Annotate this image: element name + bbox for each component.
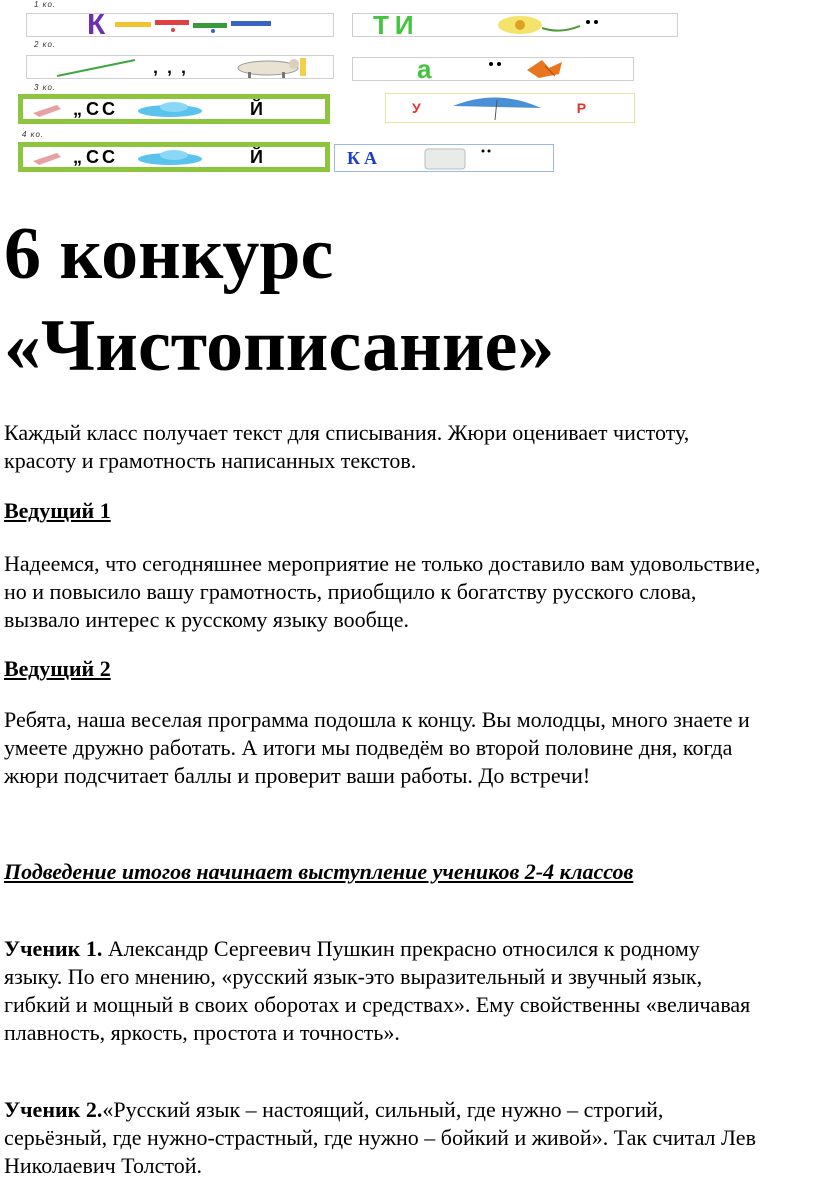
rebus-letter: К — [87, 13, 106, 37]
text-line: жюри подсчитает баллы и проверит ваши работы. До встречи! — [4, 763, 591, 788]
rebus-row-label: 2 ко. — [34, 40, 57, 49]
cloud-icon — [130, 147, 210, 167]
text-line: вызвало интерес к русскому языку вообще. — [4, 607, 410, 632]
rebus-row-label: 1 ко. — [34, 0, 57, 9]
rebus-letter: Й — [250, 146, 263, 167]
student-1-name: Ученик 1. — [4, 936, 103, 961]
text-line: серьёзный, где нужно-страстный, где нужно – бойкий и живой». Так считал Лев — [4, 1125, 756, 1150]
cup-icon — [405, 145, 495, 171]
text-line: Каждый класс получает текст для списывания. Жюри оценивает чистоту, — [4, 420, 690, 445]
rebus-letter: Й — [250, 98, 263, 119]
cloud-icon — [130, 99, 210, 119]
rebus-card-2-right — [352, 57, 634, 81]
rebus-card-3-left — [18, 94, 330, 124]
text-line: Николаевич Толстой. — [4, 1153, 203, 1178]
rebus-quotes: ‚ ‚ ‚ — [153, 56, 189, 77]
text-line: «Русский язык – настоящий, сильный, где нужно – строгий, — [102, 1097, 664, 1122]
text-line: Александр Сергеевич Пушкин прекрасно относился к родному — [102, 936, 700, 961]
rebus-row-label: 3 ко. — [34, 83, 57, 92]
rebus-letters: КА — [347, 147, 382, 168]
intro-paragraph — [4, 419, 689, 475]
rebus-row-label: 4 ко. — [22, 130, 45, 139]
text-line: языку. По его мнению, «русский язык-это выразительный и звучный язык, — [4, 964, 703, 989]
autumn-leaf-icon — [487, 58, 597, 80]
host-2-speech — [4, 706, 750, 790]
rebus-letters: СС — [86, 98, 118, 119]
title-line-2: «Чистописание» — [4, 305, 555, 387]
student-2-name: Ученик 2. — [4, 1097, 103, 1122]
pencil-icon — [29, 147, 69, 167]
rebus-letter: У — [412, 100, 421, 116]
text-line: Ребята, наша веселая программа подошла к концу. Вы молодцы, много знаете и — [4, 707, 750, 732]
student-2-speech — [4, 1096, 756, 1180]
rebus-card-1-left — [26, 13, 334, 37]
colored-pencils-icon — [113, 14, 283, 36]
rebus-card-4-left — [18, 142, 330, 172]
rebus-quotes: „ — [73, 146, 84, 167]
rebus-letters: СС — [86, 146, 118, 167]
goat-icon — [208, 56, 318, 78]
line-arrow-icon — [27, 56, 137, 78]
host-1-speech — [4, 550, 760, 634]
rebus-card-2-left — [26, 55, 334, 79]
host-1-title: Ведущий 1 — [4, 498, 111, 523]
title-line-1: 6 конкурс — [4, 213, 334, 295]
rebus-card-4-right — [334, 144, 554, 172]
rebus-letter: Р — [576, 100, 587, 116]
text-line: гибкий и мощный в своих оборотах и средствах». Ему свойственны «величавая — [4, 992, 751, 1017]
chamomile-flower-icon — [480, 14, 630, 36]
page-title — [4, 208, 554, 392]
umbrella-icon — [447, 94, 547, 122]
text-line: умеете дружно работать. А итоги мы подведём во второй половине дня, когда — [4, 735, 733, 760]
rebus-card-1-right — [352, 13, 678, 37]
text-line: но и повысило вашу грамотность, приобщило к богатству русского слова, — [4, 579, 697, 604]
rebus-card-3-right — [385, 93, 635, 123]
rebus-puzzle-strip — [0, 0, 816, 180]
summary-title: Подведение итогов начинает выступление учеников 2-4 классов — [4, 859, 634, 884]
text-line: красоту и грамотность написанных текстов. — [4, 448, 417, 473]
text-line: Надеемся, что сегодняшнее мероприятие не только доставило вам удовольствие, — [4, 551, 761, 576]
rebus-letters: ТИ — [373, 13, 420, 37]
text-line: плавность, яркость, простота и точность». — [4, 1020, 400, 1045]
rebus-letter: а — [417, 57, 432, 81]
rebus-quotes: „ — [73, 98, 84, 119]
student-1-speech — [4, 935, 750, 1047]
host-2-title: Ведущий 2 — [4, 656, 111, 681]
pencil-icon — [29, 99, 69, 119]
